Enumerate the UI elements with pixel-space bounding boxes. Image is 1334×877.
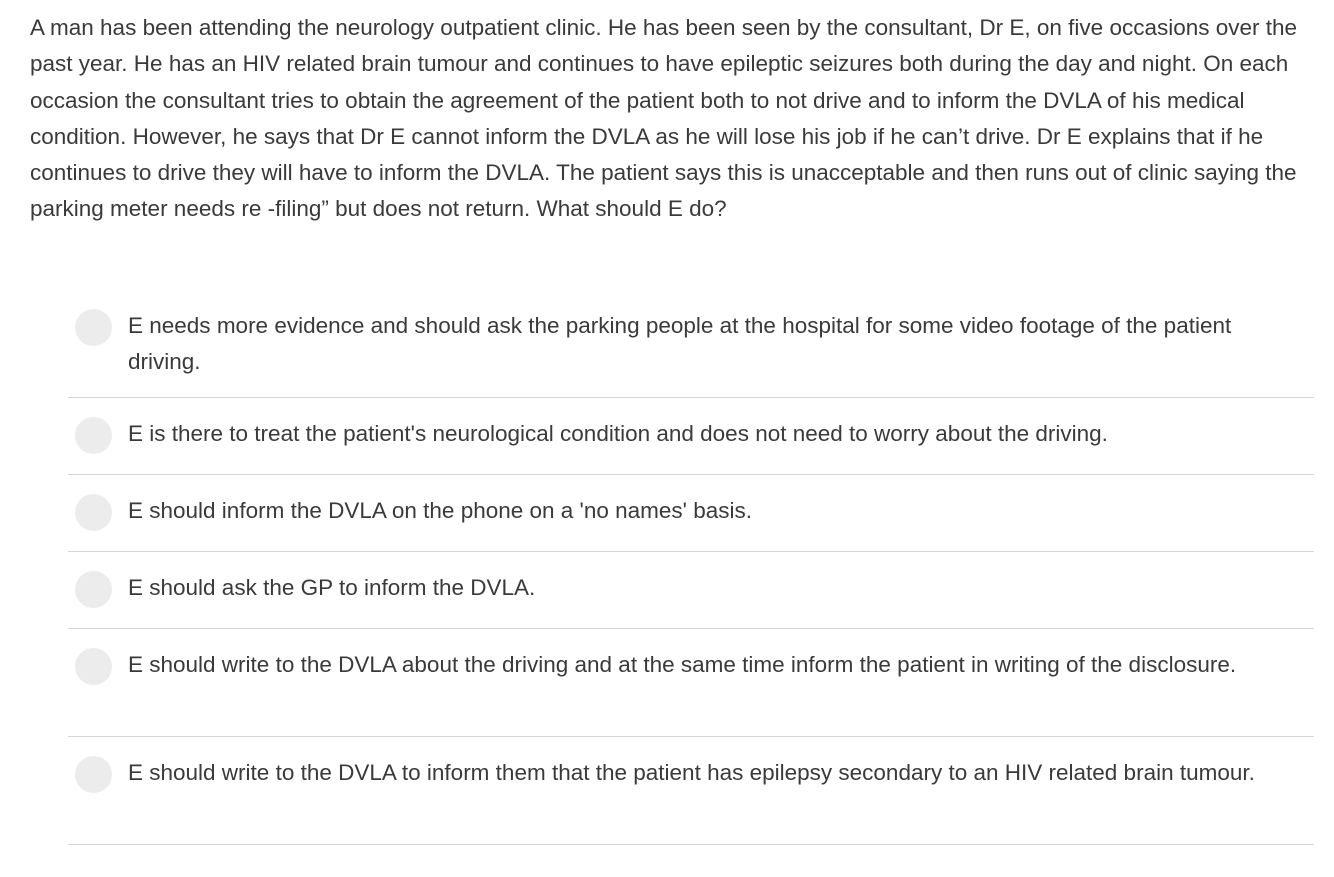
answer-option-2[interactable] [68, 398, 1314, 475]
answer-option-6[interactable] [68, 737, 1314, 845]
answer-option-label: E needs more evidence and should ask the parking people at the hospital for some video footage of the patient driving. [128, 313, 1232, 375]
radio-button[interactable] [75, 648, 112, 685]
radio-button[interactable] [75, 756, 112, 793]
radio-button[interactable] [75, 417, 112, 454]
answer-option-5[interactable] [68, 629, 1314, 737]
answer-option-label: E is there to treat the patient's neurological condition and does not need to worry about the driving. [128, 421, 1108, 446]
radio-button[interactable] [75, 309, 112, 346]
answer-option-label: E should write to the DVLA about the driving and at the same time inform the patient in writing of the disclosure. [128, 652, 1237, 677]
answer-option-1[interactable] [68, 290, 1314, 398]
answer-option-3[interactable] [68, 475, 1314, 552]
radio-button[interactable] [75, 494, 112, 531]
question-text: A man has been attending the neurology outpatient clinic. He has been seen by the consultant, Dr E, on five occasions over the past year. He has an HIV related brain tumour and continues to have epileptic seizures both during the day and night. On each occasion the consultant tries to obtain the agreement of the patient both to not drive and to inform the DVLA of his medical condition. However, he says that Dr E cannot inform the DVLA as he will lose his job if he can’t drive. Dr E explains that if he continues to drive they will have to inform the DVLA. The patient says this is unacceptable and then runs out of clinic saying the parking meter needs re -filing” but does not return. What should E do? [30, 15, 1298, 222]
answer-option-label: E should ask the GP to inform the DVLA. [128, 575, 536, 600]
answer-options [68, 290, 1314, 845]
answer-option-4[interactable] [68, 552, 1314, 629]
answer-option-label: E should inform the DVLA on the phone on a 'no names' basis. [128, 498, 752, 523]
answer-option-label: E should write to the DVLA to inform them that the patient has epilepsy secondary to an HIV related brain tumour. [128, 760, 1255, 785]
radio-button[interactable] [75, 571, 112, 608]
